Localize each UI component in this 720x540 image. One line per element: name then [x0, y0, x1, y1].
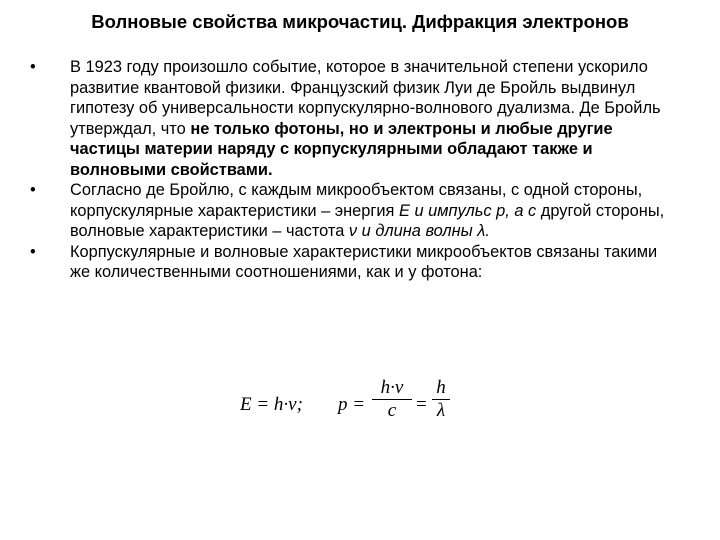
slide-title: Волновые свойства микрочастиц. Дифракция электронов [91, 11, 629, 32]
bullet-list [28, 57, 678, 283]
bullet-text-bold: не только фотоны, но и электроны и любые другие частицы материи наряду с корпускулярными обладают также и волновыми свойствами. [70, 119, 613, 179]
fraction-numerator: h·ν [380, 377, 404, 398]
fraction-denominator: c [387, 400, 397, 421]
fraction-denominator: λ [436, 400, 446, 421]
bullet-text-normal: другой стороны, волновые характеристики – частота [70, 201, 665, 240]
bullet-text-normal: Корпускулярные и волновые характеристики микрообъектов связаны такими же количественными соотношениями, как и у фотона: [70, 242, 658, 281]
bullet-item [28, 180, 678, 242]
bullet-marker: • [30, 181, 36, 199]
fraction-h-nu-over-c [372, 378, 412, 421]
fraction-numerator: h [436, 377, 446, 398]
bullet-marker: • [30, 242, 36, 261]
fraction-h-over-lambda [432, 378, 450, 421]
bullet-item [28, 57, 678, 180]
bullet-text-italic: E и импульс p, а с [398, 201, 537, 220]
bullet-marker: • [30, 58, 36, 76]
bullet-text-normal: Согласно де Бройлю, с каждым микрообъектом связаны, с одной стороны, корпускулярные характеристики – энергия [70, 181, 643, 220]
bullet-text-italic: ν и длина волны λ. [348, 222, 490, 240]
energy-formula: E = h·ν; [240, 394, 303, 415]
momentum-lhs: p = [338, 394, 366, 415]
bullet-text-normal: В 1923 году произошло событие, которое в значительной степени ускорило развитие квантовой физики. Французский физик Луи де Бройль выдвинул гипотезу об универсальности корпускулярно-волнового дуализма. Де Бройль утверждал, что [70, 58, 661, 138]
bullet-item [28, 242, 678, 283]
equals-sign: = [416, 394, 427, 415]
